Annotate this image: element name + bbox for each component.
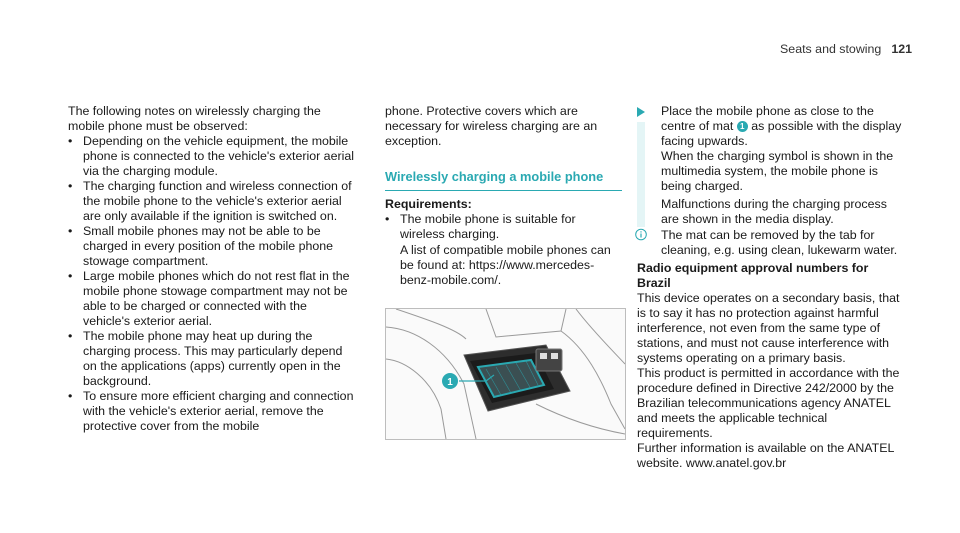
notes-list: [68, 134, 355, 434]
stowage-compartment: [464, 345, 570, 411]
list-item: • The mobile phone may heat up during the charging process. This may particularly depend on the applications (apps) currently open in the background.: [68, 329, 355, 389]
column-right: [637, 104, 902, 471]
result-text: When the charging symbol is shown in the multimedia system, the mobile phone is being charged.: [661, 149, 894, 193]
section-name: Seats and stowing: [780, 42, 882, 56]
radio-approval-heading: Radio equipment approval numbers for Brazil: [637, 261, 869, 290]
malfunction-text: Malfunctions during the charging process are shown in the media display.: [661, 197, 887, 226]
action-step: [637, 104, 902, 227]
continuation-text: phone. Protective covers which are necessary for wireless charging are an exception.: [385, 104, 598, 148]
list-item: • The charging function and wireless connection of the mobile phone to the vehicle's exterior aerial are only available if the ignition is switched on.: [68, 179, 355, 224]
requirement-note: A list of compatible mobile phones can be found at: https://www.mercedes-benz-mobile.com/.: [400, 243, 611, 287]
figure-callout: 1: [447, 377, 453, 388]
radio-approval-text: Further information is available on the ANATEL website. www.anatel.gov.br: [637, 441, 894, 470]
intro-text: The following notes on wirelessly charging the mobile phone must be observed:: [68, 104, 321, 133]
list-item: • Depending on the vehicle equipment, the mobile phone is connected to the vehicle's exterior aerial via the charging module.: [68, 134, 355, 179]
requirement-text: The mobile phone is suitable for wireless charging.: [400, 212, 576, 241]
radio-approval-text: This product is permitted in accordance with the procedure defined in Directive 242/2000 by the Brazilian telecommunications agency ANATEL and meets the applicable technical requirements.: [637, 366, 900, 440]
console-drawing: [386, 309, 625, 439]
requirements-heading: Requirements:: [385, 197, 472, 211]
radio-approval-text: This device operates on a secondary basis, that is to say it has no protection against harmful interference, not even from the same type of stations, and must not cause interference with systems operating on a primary basis.: [637, 291, 900, 365]
page-number: 121: [891, 42, 912, 56]
info-icon: [635, 228, 647, 241]
page-header: [780, 42, 912, 57]
wireless-charging-illustration: [385, 308, 626, 440]
list-item: • To ensure more efficient charging and connection with the vehicle's exterior aerial, remove the protective cover from the mobile: [68, 389, 355, 434]
callout-badge: 1: [737, 121, 748, 132]
list-item: • Large mobile phones which do not rest flat in the mobile phone stowage compartment may not be able to be charged or connected with the vehicle's exterior aerial.: [68, 269, 355, 329]
action-arrow-icon: [637, 107, 645, 117]
list-item: [385, 212, 622, 288]
note-text: The mat can be removed by the tab for cleaning, e.g. using clean, lukewarm water.: [661, 228, 898, 257]
note: [637, 228, 902, 258]
requirements-list: [385, 212, 622, 288]
list-item: • Small mobile phones may not be able to be charged in every position of the mobile phone stowage compartment.: [68, 224, 355, 269]
column-left: [68, 104, 355, 434]
column-middle: [385, 104, 622, 440]
section-heading: Wirelessly charging a mobile phone: [385, 169, 622, 191]
action-text: Place the mobile phone as close to the centre of mat 1 as possible with the display facing upwards.: [661, 104, 902, 148]
